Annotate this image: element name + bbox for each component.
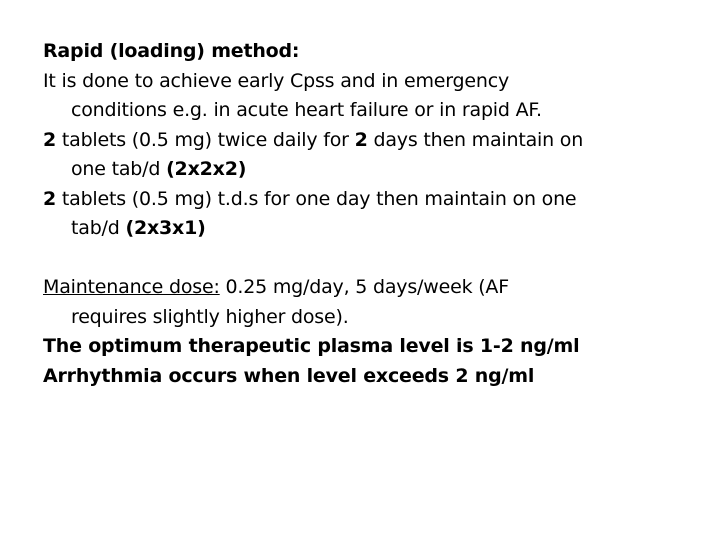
regimen-2-maintain-text: tab/d [71, 217, 126, 239]
section-spacer [43, 244, 693, 274]
maintenance-text-a: 0.25 mg/day, 5 days/week (AF [219, 276, 509, 298]
regimen-2-line-2 [43, 214, 693, 244]
loading-purpose-line-1: It is done to achieve early Cpss and in emergency [43, 69, 510, 92]
regimen-1-line-1 [43, 126, 693, 156]
regimen-1-day-count: 2 [354, 128, 368, 151]
regimen-1-tablet-count: 2 [43, 128, 57, 151]
regimen-1-maintain-text: one tab/d [71, 158, 167, 180]
regimen-2-line-1 [43, 185, 693, 215]
regimen-1-formula: (2x2x2) [166, 158, 247, 180]
slide-body [43, 37, 693, 391]
regimen-1-text-b: days then maintain on [367, 128, 584, 151]
regimen-2-text-a: tablets (0.5 mg) t.d.s for one day then maintain on one [56, 187, 577, 210]
optimum-level-statement: The optimum therapeutic plasma level is 1-2 ng/ml [43, 335, 580, 357]
regimen-1-text-a: tablets (0.5 mg) twice daily for [56, 128, 355, 151]
regimen-2-formula: (2x3x1) [125, 217, 206, 239]
loading-purpose-line-2: conditions e.g. in acute heart failure or in rapid AF. [71, 99, 542, 121]
arrhythmia-statement: Arrhythmia occurs when level exceeds 2 ng/ml [43, 364, 535, 387]
maintenance-line-1 [43, 273, 693, 303]
regimen-2-tablet-count: 2 [43, 187, 57, 210]
regimen-1-line-2 [43, 155, 693, 185]
maintenance-line-2: requires slightly higher dose). [71, 305, 349, 328]
maintenance-label: Maintenance dose: [43, 276, 220, 298]
loading-heading: Rapid (loading) method: [43, 40, 300, 62]
